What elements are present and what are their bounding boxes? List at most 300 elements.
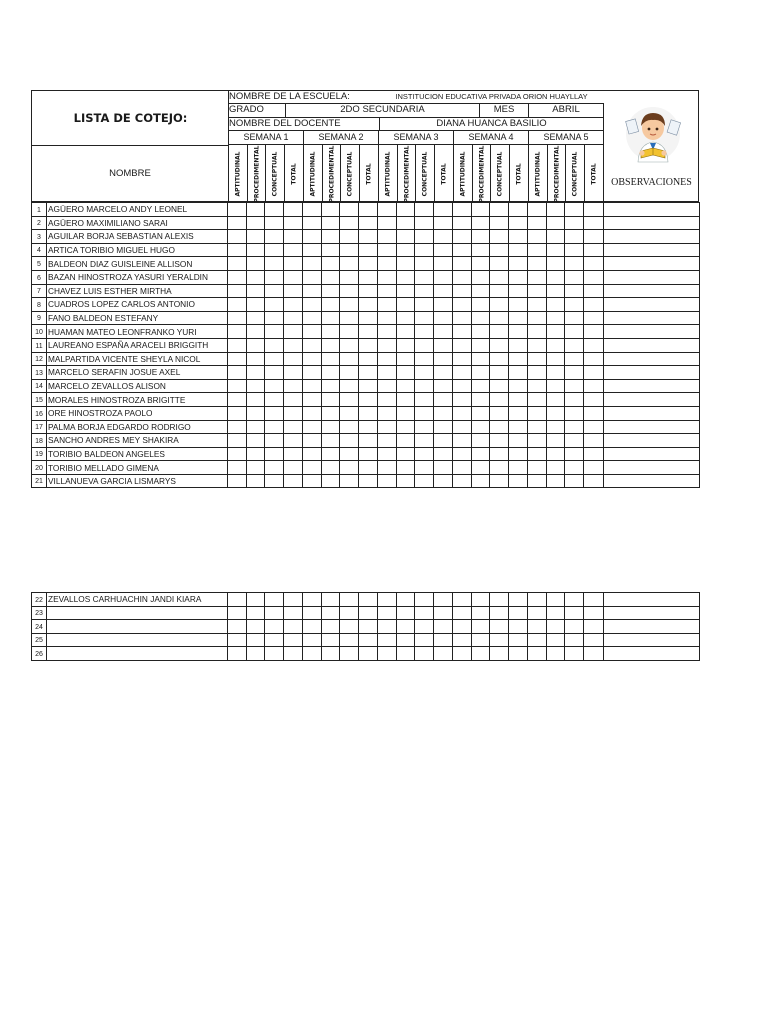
score-cell[interactable] xyxy=(472,311,490,325)
score-cell[interactable] xyxy=(434,647,453,661)
score-cell[interactable] xyxy=(322,633,340,647)
score-cell[interactable] xyxy=(340,606,359,620)
score-cell[interactable] xyxy=(228,406,247,420)
score-cell[interactable] xyxy=(322,461,340,475)
score-cell[interactable] xyxy=(547,379,565,393)
score-cell[interactable] xyxy=(528,593,547,607)
observation-cell[interactable] xyxy=(604,406,700,420)
score-cell[interactable] xyxy=(472,352,490,366)
score-cell[interactable] xyxy=(509,352,528,366)
score-cell[interactable] xyxy=(415,270,434,284)
score-cell[interactable] xyxy=(490,461,509,475)
score-cell[interactable] xyxy=(265,447,284,461)
score-cell[interactable] xyxy=(322,270,340,284)
score-cell[interactable] xyxy=(453,203,472,217)
score-cell[interactable] xyxy=(228,284,247,298)
score-cell[interactable] xyxy=(265,461,284,475)
score-cell[interactable] xyxy=(340,379,359,393)
score-cell[interactable] xyxy=(565,593,584,607)
score-cell[interactable] xyxy=(397,243,415,257)
score-cell[interactable] xyxy=(303,284,322,298)
score-cell[interactable] xyxy=(584,420,604,434)
score-cell[interactable] xyxy=(565,311,584,325)
score-cell[interactable] xyxy=(359,257,378,271)
score-cell[interactable] xyxy=(322,406,340,420)
score-cell[interactable] xyxy=(228,461,247,475)
score-cell[interactable] xyxy=(453,338,472,352)
score-cell[interactable] xyxy=(228,647,247,661)
observation-cell[interactable] xyxy=(604,393,700,407)
score-cell[interactable] xyxy=(322,284,340,298)
score-cell[interactable] xyxy=(565,230,584,244)
score-cell[interactable] xyxy=(490,257,509,271)
score-cell[interactable] xyxy=(340,393,359,407)
score-cell[interactable] xyxy=(415,647,434,661)
score-cell[interactable] xyxy=(434,325,453,339)
score-cell[interactable] xyxy=(472,406,490,420)
score-cell[interactable] xyxy=(265,243,284,257)
score-cell[interactable] xyxy=(565,270,584,284)
score-cell[interactable] xyxy=(434,620,453,634)
score-cell[interactable] xyxy=(303,420,322,434)
score-cell[interactable] xyxy=(228,420,247,434)
score-cell[interactable] xyxy=(265,406,284,420)
score-cell[interactable] xyxy=(490,203,509,217)
observation-cell[interactable] xyxy=(604,647,700,661)
score-cell[interactable] xyxy=(584,461,604,475)
score-cell[interactable] xyxy=(397,647,415,661)
score-cell[interactable] xyxy=(490,243,509,257)
score-cell[interactable] xyxy=(490,406,509,420)
score-cell[interactable] xyxy=(509,203,528,217)
score-cell[interactable] xyxy=(565,257,584,271)
score-cell[interactable] xyxy=(247,311,265,325)
score-cell[interactable] xyxy=(415,393,434,407)
score-cell[interactable] xyxy=(453,474,472,488)
score-cell[interactable] xyxy=(303,298,322,312)
score-cell[interactable] xyxy=(247,243,265,257)
score-cell[interactable] xyxy=(322,311,340,325)
score-cell[interactable] xyxy=(303,606,322,620)
score-cell[interactable] xyxy=(284,366,303,380)
score-cell[interactable] xyxy=(509,434,528,448)
score-cell[interactable] xyxy=(490,606,509,620)
score-cell[interactable] xyxy=(547,366,565,380)
score-cell[interactable] xyxy=(378,311,397,325)
score-cell[interactable] xyxy=(378,406,397,420)
score-cell[interactable] xyxy=(397,311,415,325)
score-cell[interactable] xyxy=(359,420,378,434)
score-cell[interactable] xyxy=(490,474,509,488)
score-cell[interactable] xyxy=(284,461,303,475)
score-cell[interactable] xyxy=(378,270,397,284)
score-cell[interactable] xyxy=(284,393,303,407)
score-cell[interactable] xyxy=(265,257,284,271)
score-cell[interactable] xyxy=(584,633,604,647)
observation-cell[interactable] xyxy=(604,606,700,620)
score-cell[interactable] xyxy=(453,620,472,634)
score-cell[interactable] xyxy=(247,434,265,448)
score-cell[interactable] xyxy=(509,298,528,312)
score-cell[interactable] xyxy=(434,216,453,230)
score-cell[interactable] xyxy=(284,216,303,230)
score-cell[interactable] xyxy=(397,379,415,393)
score-cell[interactable] xyxy=(565,447,584,461)
observation-cell[interactable] xyxy=(604,325,700,339)
score-cell[interactable] xyxy=(397,230,415,244)
score-cell[interactable] xyxy=(472,379,490,393)
score-cell[interactable] xyxy=(322,298,340,312)
score-cell[interactable] xyxy=(340,633,359,647)
score-cell[interactable] xyxy=(322,420,340,434)
score-cell[interactable] xyxy=(453,230,472,244)
score-cell[interactable] xyxy=(472,647,490,661)
score-cell[interactable] xyxy=(359,633,378,647)
score-cell[interactable] xyxy=(490,447,509,461)
score-cell[interactable] xyxy=(340,474,359,488)
score-cell[interactable] xyxy=(547,216,565,230)
observation-cell[interactable] xyxy=(604,593,700,607)
score-cell[interactable] xyxy=(584,203,604,217)
score-cell[interactable] xyxy=(453,366,472,380)
score-cell[interactable] xyxy=(397,633,415,647)
score-cell[interactable] xyxy=(415,420,434,434)
score-cell[interactable] xyxy=(528,434,547,448)
score-cell[interactable] xyxy=(472,203,490,217)
score-cell[interactable] xyxy=(340,284,359,298)
score-cell[interactable] xyxy=(509,447,528,461)
score-cell[interactable] xyxy=(453,216,472,230)
score-cell[interactable] xyxy=(434,284,453,298)
score-cell[interactable] xyxy=(397,434,415,448)
score-cell[interactable] xyxy=(397,420,415,434)
score-cell[interactable] xyxy=(340,216,359,230)
score-cell[interactable] xyxy=(565,203,584,217)
score-cell[interactable] xyxy=(565,434,584,448)
score-cell[interactable] xyxy=(284,298,303,312)
score-cell[interactable] xyxy=(378,474,397,488)
score-cell[interactable] xyxy=(322,434,340,448)
score-cell[interactable] xyxy=(415,311,434,325)
score-cell[interactable] xyxy=(472,216,490,230)
score-cell[interactable] xyxy=(397,366,415,380)
score-cell[interactable] xyxy=(228,474,247,488)
score-cell[interactable] xyxy=(565,366,584,380)
score-cell[interactable] xyxy=(453,243,472,257)
score-cell[interactable] xyxy=(528,257,547,271)
score-cell[interactable] xyxy=(378,620,397,634)
score-cell[interactable] xyxy=(453,593,472,607)
score-cell[interactable] xyxy=(509,593,528,607)
score-cell[interactable] xyxy=(547,338,565,352)
score-cell[interactable] xyxy=(490,434,509,448)
score-cell[interactable] xyxy=(378,298,397,312)
score-cell[interactable] xyxy=(340,406,359,420)
score-cell[interactable] xyxy=(434,311,453,325)
score-cell[interactable] xyxy=(322,203,340,217)
score-cell[interactable] xyxy=(322,325,340,339)
score-cell[interactable] xyxy=(378,447,397,461)
score-cell[interactable] xyxy=(284,338,303,352)
score-cell[interactable] xyxy=(303,366,322,380)
score-cell[interactable] xyxy=(584,366,604,380)
score-cell[interactable] xyxy=(434,379,453,393)
observation-cell[interactable] xyxy=(604,352,700,366)
score-cell[interactable] xyxy=(265,647,284,661)
score-cell[interactable] xyxy=(284,434,303,448)
score-cell[interactable] xyxy=(265,311,284,325)
score-cell[interactable] xyxy=(434,203,453,217)
score-cell[interactable] xyxy=(415,298,434,312)
score-cell[interactable] xyxy=(397,352,415,366)
score-cell[interactable] xyxy=(528,406,547,420)
score-cell[interactable] xyxy=(528,298,547,312)
score-cell[interactable] xyxy=(359,325,378,339)
score-cell[interactable] xyxy=(490,338,509,352)
score-cell[interactable] xyxy=(565,474,584,488)
score-cell[interactable] xyxy=(528,647,547,661)
score-cell[interactable] xyxy=(397,447,415,461)
score-cell[interactable] xyxy=(434,298,453,312)
score-cell[interactable] xyxy=(359,393,378,407)
score-cell[interactable] xyxy=(340,203,359,217)
score-cell[interactable] xyxy=(547,243,565,257)
score-cell[interactable] xyxy=(265,593,284,607)
score-cell[interactable] xyxy=(415,474,434,488)
score-cell[interactable] xyxy=(359,352,378,366)
score-cell[interactable] xyxy=(528,474,547,488)
score-cell[interactable] xyxy=(378,633,397,647)
score-cell[interactable] xyxy=(528,325,547,339)
score-cell[interactable] xyxy=(547,230,565,244)
score-cell[interactable] xyxy=(547,284,565,298)
score-cell[interactable] xyxy=(528,216,547,230)
score-cell[interactable] xyxy=(284,325,303,339)
score-cell[interactable] xyxy=(359,434,378,448)
score-cell[interactable] xyxy=(472,633,490,647)
score-cell[interactable] xyxy=(509,406,528,420)
score-cell[interactable] xyxy=(284,257,303,271)
score-cell[interactable] xyxy=(434,420,453,434)
score-cell[interactable] xyxy=(434,593,453,607)
score-cell[interactable] xyxy=(509,284,528,298)
score-cell[interactable] xyxy=(284,620,303,634)
score-cell[interactable] xyxy=(397,284,415,298)
score-cell[interactable] xyxy=(322,647,340,661)
score-cell[interactable] xyxy=(547,593,565,607)
score-cell[interactable] xyxy=(378,366,397,380)
score-cell[interactable] xyxy=(547,420,565,434)
score-cell[interactable] xyxy=(472,461,490,475)
score-cell[interactable] xyxy=(247,325,265,339)
score-cell[interactable] xyxy=(453,257,472,271)
score-cell[interactable] xyxy=(247,461,265,475)
score-cell[interactable] xyxy=(565,325,584,339)
score-cell[interactable] xyxy=(547,606,565,620)
observation-cell[interactable] xyxy=(604,203,700,217)
score-cell[interactable] xyxy=(303,352,322,366)
score-cell[interactable] xyxy=(322,620,340,634)
score-cell[interactable] xyxy=(397,325,415,339)
score-cell[interactable] xyxy=(378,243,397,257)
score-cell[interactable] xyxy=(490,420,509,434)
score-cell[interactable] xyxy=(247,633,265,647)
score-cell[interactable] xyxy=(322,230,340,244)
score-cell[interactable] xyxy=(528,606,547,620)
score-cell[interactable] xyxy=(228,379,247,393)
score-cell[interactable] xyxy=(378,393,397,407)
score-cell[interactable] xyxy=(322,593,340,607)
score-cell[interactable] xyxy=(284,379,303,393)
score-cell[interactable] xyxy=(472,230,490,244)
score-cell[interactable] xyxy=(340,434,359,448)
score-cell[interactable] xyxy=(472,325,490,339)
score-cell[interactable] xyxy=(453,298,472,312)
score-cell[interactable] xyxy=(303,257,322,271)
score-cell[interactable] xyxy=(434,461,453,475)
score-cell[interactable] xyxy=(490,593,509,607)
score-cell[interactable] xyxy=(509,393,528,407)
score-cell[interactable] xyxy=(547,325,565,339)
score-cell[interactable] xyxy=(584,352,604,366)
score-cell[interactable] xyxy=(509,633,528,647)
score-cell[interactable] xyxy=(303,325,322,339)
observation-cell[interactable] xyxy=(604,270,700,284)
score-cell[interactable] xyxy=(228,203,247,217)
score-cell[interactable] xyxy=(359,474,378,488)
observation-cell[interactable] xyxy=(604,633,700,647)
score-cell[interactable] xyxy=(490,216,509,230)
score-cell[interactable] xyxy=(434,474,453,488)
score-cell[interactable] xyxy=(472,257,490,271)
score-cell[interactable] xyxy=(490,379,509,393)
score-cell[interactable] xyxy=(284,420,303,434)
score-cell[interactable] xyxy=(228,606,247,620)
score-cell[interactable] xyxy=(547,474,565,488)
score-cell[interactable] xyxy=(359,216,378,230)
score-cell[interactable] xyxy=(528,338,547,352)
score-cell[interactable] xyxy=(228,620,247,634)
score-cell[interactable] xyxy=(228,311,247,325)
score-cell[interactable] xyxy=(415,379,434,393)
observation-cell[interactable] xyxy=(604,257,700,271)
score-cell[interactable] xyxy=(378,216,397,230)
score-cell[interactable] xyxy=(565,243,584,257)
score-cell[interactable] xyxy=(378,379,397,393)
score-cell[interactable] xyxy=(547,647,565,661)
score-cell[interactable] xyxy=(247,379,265,393)
score-cell[interactable] xyxy=(453,270,472,284)
score-cell[interactable] xyxy=(265,216,284,230)
observation-cell[interactable] xyxy=(604,284,700,298)
score-cell[interactable] xyxy=(340,325,359,339)
score-cell[interactable] xyxy=(247,474,265,488)
score-cell[interactable] xyxy=(265,325,284,339)
score-cell[interactable] xyxy=(509,325,528,339)
score-cell[interactable] xyxy=(228,434,247,448)
score-cell[interactable] xyxy=(565,284,584,298)
score-cell[interactable] xyxy=(247,338,265,352)
score-cell[interactable] xyxy=(228,633,247,647)
score-cell[interactable] xyxy=(472,270,490,284)
score-cell[interactable] xyxy=(265,203,284,217)
score-cell[interactable] xyxy=(547,620,565,634)
score-cell[interactable] xyxy=(547,203,565,217)
score-cell[interactable] xyxy=(378,461,397,475)
score-cell[interactable] xyxy=(265,379,284,393)
score-cell[interactable] xyxy=(584,311,604,325)
score-cell[interactable] xyxy=(453,633,472,647)
score-cell[interactable] xyxy=(415,366,434,380)
score-cell[interactable] xyxy=(378,338,397,352)
score-cell[interactable] xyxy=(397,620,415,634)
score-cell[interactable] xyxy=(453,311,472,325)
score-cell[interactable] xyxy=(359,647,378,661)
score-cell[interactable] xyxy=(284,352,303,366)
score-cell[interactable] xyxy=(547,434,565,448)
score-cell[interactable] xyxy=(584,338,604,352)
score-cell[interactable] xyxy=(265,366,284,380)
observation-cell[interactable] xyxy=(604,447,700,461)
score-cell[interactable] xyxy=(247,257,265,271)
score-cell[interactable] xyxy=(378,203,397,217)
score-cell[interactable] xyxy=(359,311,378,325)
score-cell[interactable] xyxy=(247,216,265,230)
score-cell[interactable] xyxy=(472,420,490,434)
score-cell[interactable] xyxy=(528,203,547,217)
score-cell[interactable] xyxy=(284,593,303,607)
score-cell[interactable] xyxy=(303,434,322,448)
score-cell[interactable] xyxy=(397,216,415,230)
score-cell[interactable] xyxy=(453,420,472,434)
score-cell[interactable] xyxy=(453,352,472,366)
score-cell[interactable] xyxy=(584,434,604,448)
score-cell[interactable] xyxy=(547,447,565,461)
score-cell[interactable] xyxy=(303,647,322,661)
score-cell[interactable] xyxy=(303,270,322,284)
score-cell[interactable] xyxy=(509,420,528,434)
score-cell[interactable] xyxy=(303,243,322,257)
score-cell[interactable] xyxy=(547,311,565,325)
score-cell[interactable] xyxy=(415,461,434,475)
score-cell[interactable] xyxy=(528,633,547,647)
score-cell[interactable] xyxy=(415,593,434,607)
score-cell[interactable] xyxy=(434,230,453,244)
score-cell[interactable] xyxy=(303,338,322,352)
score-cell[interactable] xyxy=(378,647,397,661)
score-cell[interactable] xyxy=(228,366,247,380)
score-cell[interactable] xyxy=(565,420,584,434)
score-cell[interactable] xyxy=(584,379,604,393)
score-cell[interactable] xyxy=(397,474,415,488)
observation-cell[interactable] xyxy=(604,243,700,257)
score-cell[interactable] xyxy=(397,593,415,607)
score-cell[interactable] xyxy=(565,393,584,407)
score-cell[interactable] xyxy=(584,606,604,620)
score-cell[interactable] xyxy=(528,420,547,434)
score-cell[interactable] xyxy=(265,230,284,244)
score-cell[interactable] xyxy=(509,257,528,271)
score-cell[interactable] xyxy=(584,406,604,420)
score-cell[interactable] xyxy=(434,434,453,448)
score-cell[interactable] xyxy=(565,379,584,393)
score-cell[interactable] xyxy=(322,606,340,620)
score-cell[interactable] xyxy=(565,647,584,661)
score-cell[interactable] xyxy=(528,447,547,461)
score-cell[interactable] xyxy=(340,593,359,607)
score-cell[interactable] xyxy=(490,284,509,298)
score-cell[interactable] xyxy=(228,270,247,284)
